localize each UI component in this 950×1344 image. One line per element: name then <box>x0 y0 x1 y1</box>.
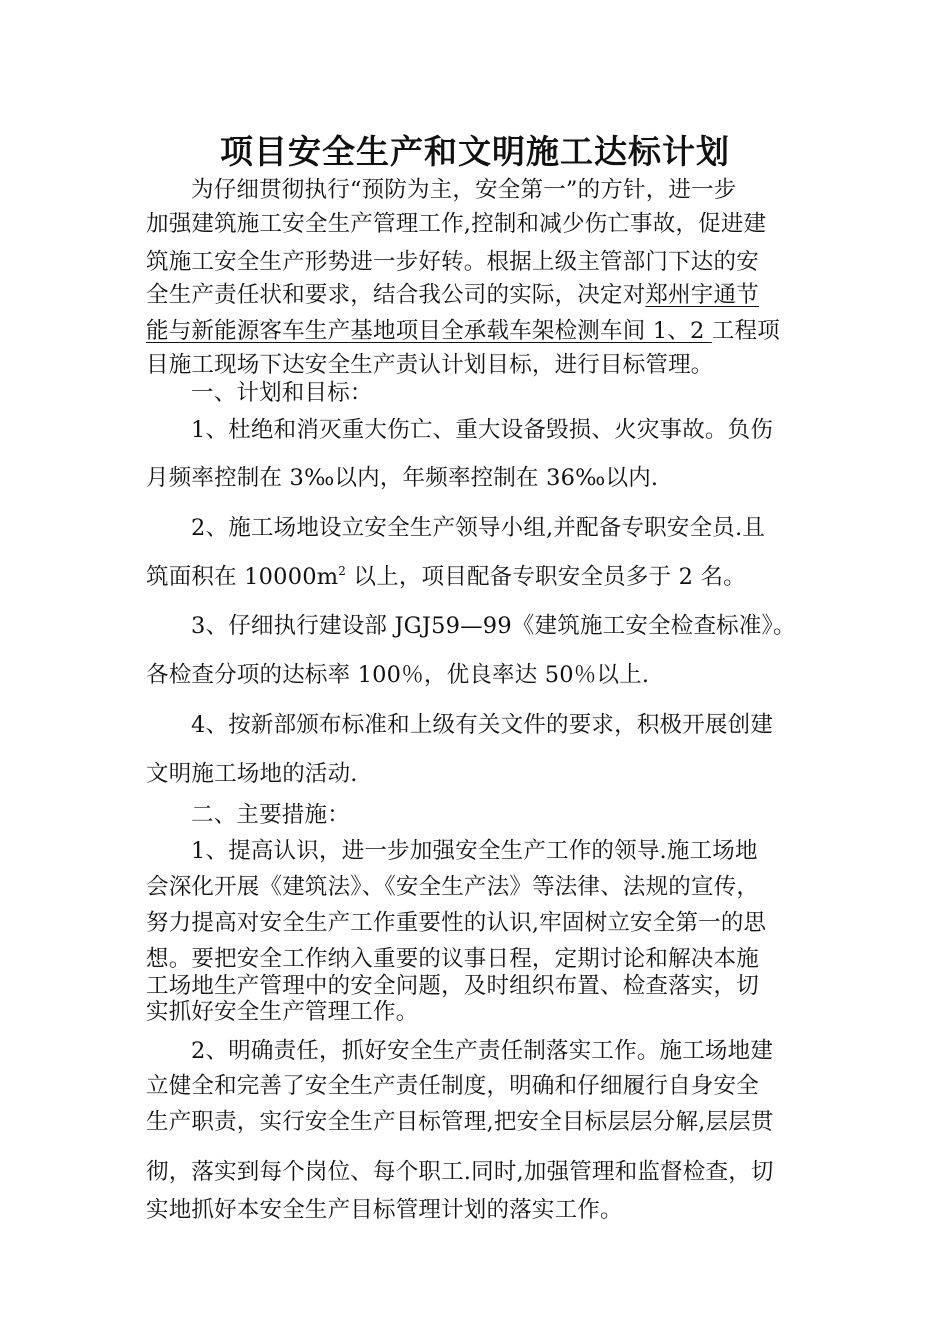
intro-line-3: 筑施工安全生产形势进一步好转。根据上级主管部门下达的安 <box>146 249 759 275</box>
s2-item2-line1: 2、明确责任，抓好安全生产责任制落实工作。施工场地建 <box>191 1038 774 1064</box>
s2-item1-line4: 想。要把安全工作纳入重要的议事日程，定期讨论和解决本施 <box>146 946 759 972</box>
s2-item1-line2: 会深化开展《建筑法》、《安全生产法》等法律、法规的宣传， <box>146 874 760 900</box>
s1-item2-line1: 2、施工场地设立安全生产领导小组,并配备专职安全员.且 <box>191 515 766 541</box>
intro-line-5 <box>146 313 780 345</box>
intro-line-6: 目施工现场下达安全生产责认计划目标，进行目标管理。 <box>146 352 714 378</box>
s1-item4-line2: 文明施工场地的活动. <box>146 761 358 787</box>
s2-item2-line2: 立健全和完善了安全生产责任制度，明确和仔细履行自身安全 <box>146 1073 759 1099</box>
intro-line-5-text: 工程项 <box>711 318 780 344</box>
intro-line-2: 加强建筑施工安全生产管理工作,控制和减少伤亡事故，促进建 <box>146 211 767 237</box>
s1-item1-line2: 月频率控制在 3‰以内，年频率控制在 36‰以内. <box>146 465 659 491</box>
s1-item3-line1: 3、仔细执行建设部 JGJ59—99《建筑施工安全检查标准》。 <box>191 613 796 639</box>
s1-item3-line2: 各检查分项的达标率 100％，优良率达 50％以上. <box>146 662 650 688</box>
s2-item2-line5: 实地抓好本安全生产目标管理计划的落实工作。 <box>146 1197 623 1223</box>
section1-heading: 一、计划和目标： <box>191 380 373 406</box>
s2-item1-line5: 工场地生产管理中的安全问题，及时组织布置、检查落实，切 <box>146 973 759 999</box>
s2-item1-line6: 实抓好安全生产管理工作。 <box>146 999 419 1025</box>
intro-line-4 <box>146 277 759 309</box>
s1-item2-line2-b: 以上，项目配备专职安全员多于 2 名。 <box>346 564 746 590</box>
s1-item2-line2-a: 筑面积在 10000m <box>146 564 339 590</box>
s1-item2-line2 <box>146 559 746 591</box>
s1-item1-line1: 1、杜绝和消灭重大伤亡、重大设备毁损、火灾事故。负伤 <box>191 417 774 443</box>
s2-item2-line3: 生产职责，实行安全生产目标管理,把安全目标层层分解,层层贯 <box>146 1109 774 1135</box>
intro-line-4-text: 全生产责任状和要求，结合我公司的实际，决定对 <box>146 282 646 308</box>
s2-item1-line1: 1、提高认识，进一步加强安全生产工作的领导.施工场地 <box>191 838 758 864</box>
section2-heading: 二、主要措施： <box>191 802 350 828</box>
project-name-underlined: 郑州宇通节 <box>645 282 759 308</box>
document-title: 项目安全生产和文明施工达标计划 <box>220 132 730 171</box>
s2-item1-line3: 努力提高对安全生产工作重要性的认识,牢固树立安全第一的思 <box>146 910 767 936</box>
intro-line-1: 为仔细贯彻执行“预防为主，安全第一”的方针，进一步 <box>191 177 737 203</box>
project-name-underlined-cont: 能与新能源客车生产基地项目全承载车架检测车间 1、2 <box>146 318 712 344</box>
superscript-2: 2 <box>338 564 347 578</box>
s2-item2-line4: 彻，落实到每个岗位、每个职工.同时,加强管理和监督检查，切 <box>146 1159 774 1185</box>
s1-item4-line1: 4、按新部颁布标准和上级有关文件的要求，积极开展创建 <box>191 712 774 738</box>
